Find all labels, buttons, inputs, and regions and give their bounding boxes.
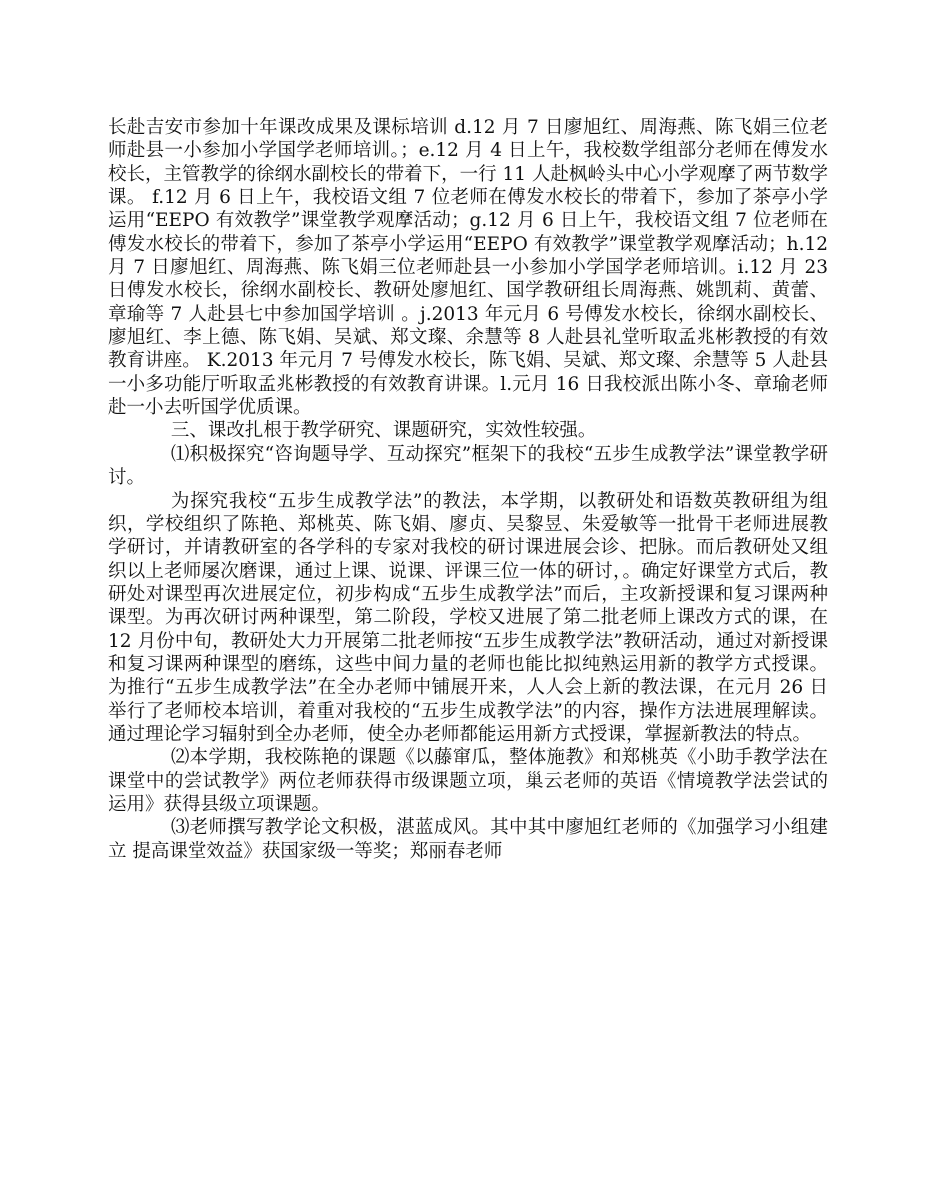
- paragraph-item-2-research-projects: ⑵本学期，我校陈艳的课题《以藤窜瓜，整体施教》和郑桃英《小助手教学法在课堂中的尝试教学》两位老师获得市级课题立项，巢云老师的英语《情境教学法尝试的运用》获得县级立项课题。: [108, 747, 828, 815]
- paragraph-section-heading-three: 三、课改扎根于教学研究、课题研究，实效性较强。: [170, 420, 597, 442]
- paragraph-item-3-teaching-papers: ⑶老师撰写教学论文积极，湛蓝成风。其中其中廖旭红老师的《加强学习小组建立 提高课堂效益》获国家级一等奖；郑丽春老师: [108, 817, 828, 862]
- paragraph-item-1-heading: ⑴积极探究“咨询题导学、互动探究”框架下的我校“五步生成教学法”课堂教学研讨。: [108, 443, 828, 489]
- document-page: [108, 116, 828, 863]
- paragraph-training-activities: 长赴吉安市参加十年课改成果及课标培训 d.12 月 7 日廖旭红、周海燕、陈飞娟三位老师赴县一小参加小学国学老师培训。；e.12 月 4 日上午，我校数学组部分老师在傅发水校长，主管教学的徐纲水副校长的带着下，一行 11 人赴枫岭头中心小学观摩了两节数学课。 f.12 月 6 日上午，我校语文组 7 位老师在傅发水校长的带着下，参加了茶亭小学运用“EEPO 有效教学”课堂教学观摩活动；g.12 月 6 日上午，我校语文组 7 位老师在傅发水校长的带着下，参加了茶亭小学运用“EEPO 有效教学”课堂教学观摩活动；h.12 月 7 日廖旭红、周海燕、陈飞娟三位老师赴县一小参加小学国学老师培训。i.12 月 23 日傅发水校长，徐纲水副校长、教研处廖旭红、国学教研组长周海燕、姚凯莉、黄蕾、章瑜等 7 人赴县七中参加国学培训 。j.2013 年元月 6 号傅发水校长，徐纲水副校长、廖旭红、李上德、陈飞娟、吴斌、郑文璨、余慧等 8 人赴县礼堂听取孟兆彬教授的有效教育讲座。 K.2013 年元月 7 号傅发水校长，陈飞娟、吴斌、郑文璨、余慧等 5 人赴县一小多功能厅听取孟兆彬教授的有效教育讲课。l.元月 16 日我校派出陈小冬、章瑜老师赴一小去听国学优质课。: [108, 117, 828, 419]
- paragraph-teaching-method-research: 为探究我校“五步生成教学法”的教法，本学期，以教研处和语数英教研组为组织，学校组织了陈艳、郑桃英、陈飞娟、廖贞、吴黎昱、朱爱敏等一批骨干老师进展教学研讨，并请教研室的各学科的专家对我校的研讨课进展会诊、把脉。而后教研处又组织以上老师屡次磨课，通过上课、说课、评课三位一体的研讨，。确定好课堂方式后，教研处对课型再次进展定位，初步构成“五步生成教学法”而后，主攻新授课和复习课两种课型。为再次研讨两种课型，第二阶段，学校又进展了第二批老师上课改方式的课，在 12 月份中旬，教研处大力开展第二批老师按“五步生成教学法”教研活动，通过对新授课和复习课两种课型的磨练，这些中间力量的老师也能比拟纯熟运用新的教学方式授课。为推行“五步生成教学法”在全办老师中铺展开来，人人会上新的教法课，在元月 26 日举行了老师校本培训，着重对我校的“五步生成教学法”的内容，操作方法进展理解读。通过理论学习辐射到全办老师，使全办老师都能运用新方式授课，掌握新教法的特点。: [108, 490, 828, 745]
